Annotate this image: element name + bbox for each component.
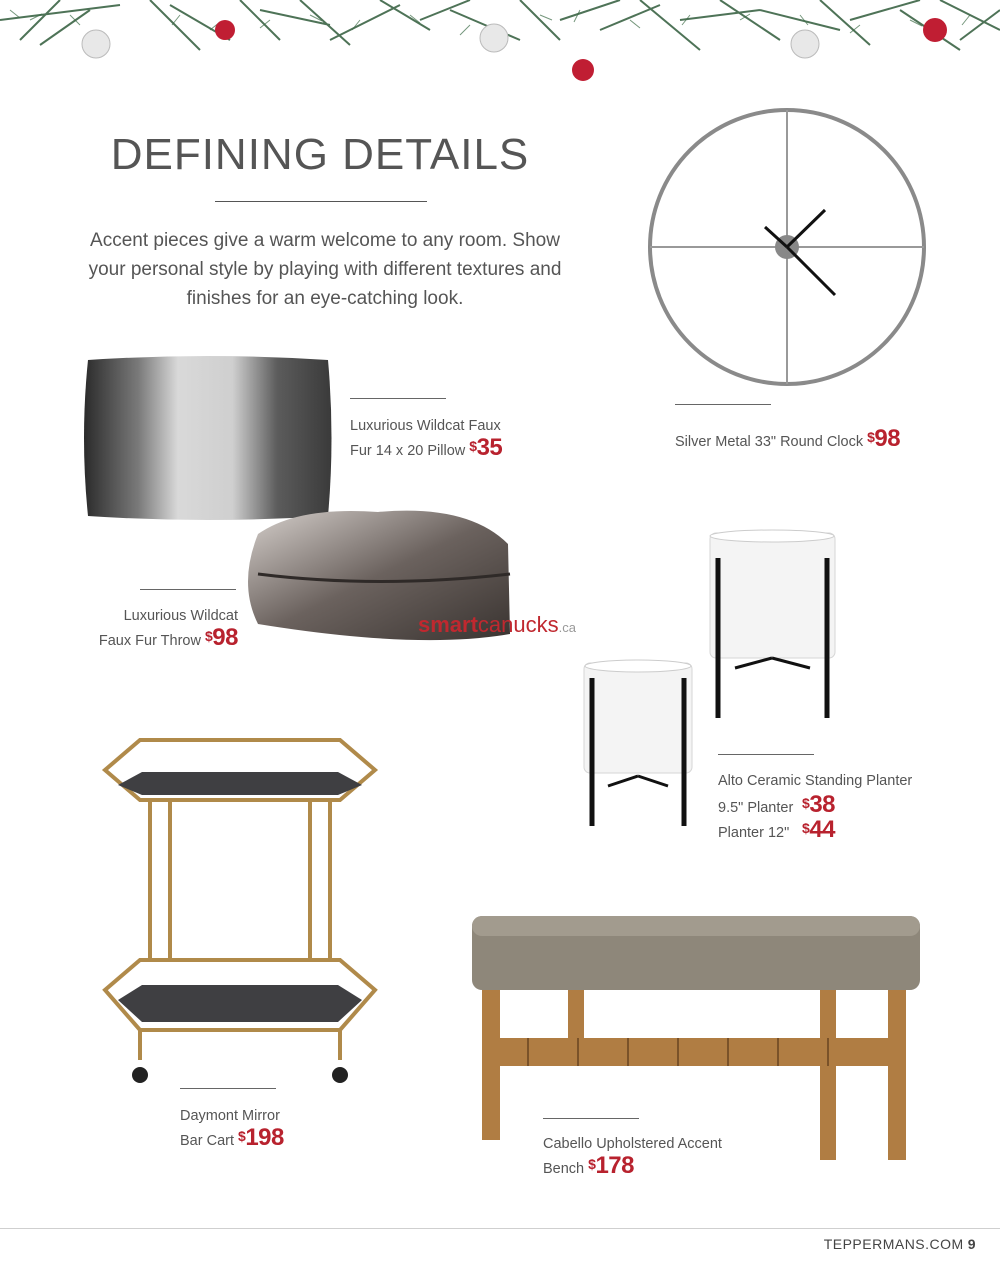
clock-caption bbox=[675, 425, 901, 453]
pillow-price: $35 bbox=[469, 434, 503, 461]
bar-cart-price: $198 bbox=[238, 1124, 284, 1151]
bench-rule bbox=[543, 1118, 639, 1119]
throw-price: $98 bbox=[205, 624, 238, 651]
planter-caption bbox=[718, 770, 912, 844]
round-clock-image bbox=[645, 105, 930, 390]
pillow-caption bbox=[350, 415, 502, 462]
pillow-name-line2: Fur 14 x 20 Pillow bbox=[350, 443, 466, 459]
clock-price: $98 bbox=[867, 425, 901, 452]
pillow-name-line1: Luxurious Wildcat Faux bbox=[350, 418, 501, 434]
bar-cart-rule bbox=[180, 1088, 276, 1089]
planter-rule bbox=[718, 754, 814, 755]
pillow-rule bbox=[350, 398, 446, 399]
bench-price: $178 bbox=[588, 1152, 634, 1179]
footer-rule bbox=[0, 1228, 1000, 1229]
page-number: 9 bbox=[967, 1236, 976, 1252]
page-footer bbox=[824, 1236, 976, 1252]
intro-paragraph: Accent pieces give a warm welcome to any room. Show your personal style by playing with different textures and finishes for an eye-catching look. bbox=[88, 230, 562, 309]
holiday-garland-decoration bbox=[0, 0, 1000, 110]
upholstered-bench-image bbox=[468, 908, 924, 1166]
throw-caption bbox=[88, 605, 238, 652]
throw-name-line2: Faux Fur Throw bbox=[98, 633, 201, 649]
faux-fur-pillow-image bbox=[80, 352, 335, 524]
mirror-bar-cart-image bbox=[100, 730, 380, 1090]
throw-name-line1: Luxurious Wildcat bbox=[123, 608, 238, 624]
planter-size1-label: 9.5" Planter bbox=[718, 800, 794, 816]
bar-cart-name-line1: Daymont Mirror bbox=[180, 1108, 280, 1124]
headline-rule bbox=[215, 201, 427, 202]
clock-name: Silver Metal 33" Round Clock bbox=[675, 434, 864, 450]
bench-caption bbox=[543, 1133, 722, 1180]
page-headline: DEFINING DETAILS bbox=[110, 130, 530, 179]
bar-cart-caption bbox=[180, 1105, 284, 1152]
watermark-logo: smartcanucks.ca bbox=[418, 612, 576, 637]
throw-rule bbox=[140, 589, 236, 590]
bench-name-line2: Bench bbox=[543, 1161, 585, 1177]
planter-size1-price: $38 bbox=[802, 791, 836, 818]
clock-rule bbox=[675, 404, 771, 405]
planter-name: Alto Ceramic Standing Planter bbox=[718, 773, 913, 789]
planter-size2-label: Planter 12" bbox=[718, 825, 790, 841]
bar-cart-name-line2: Bar Cart bbox=[180, 1133, 234, 1149]
ornament-group bbox=[82, 18, 947, 81]
footer-site: TEPPERMANS.COM bbox=[823, 1236, 964, 1252]
planter-size2-price: $44 bbox=[802, 816, 836, 843]
bench-name-line1: Cabello Upholstered Accent bbox=[543, 1136, 722, 1152]
